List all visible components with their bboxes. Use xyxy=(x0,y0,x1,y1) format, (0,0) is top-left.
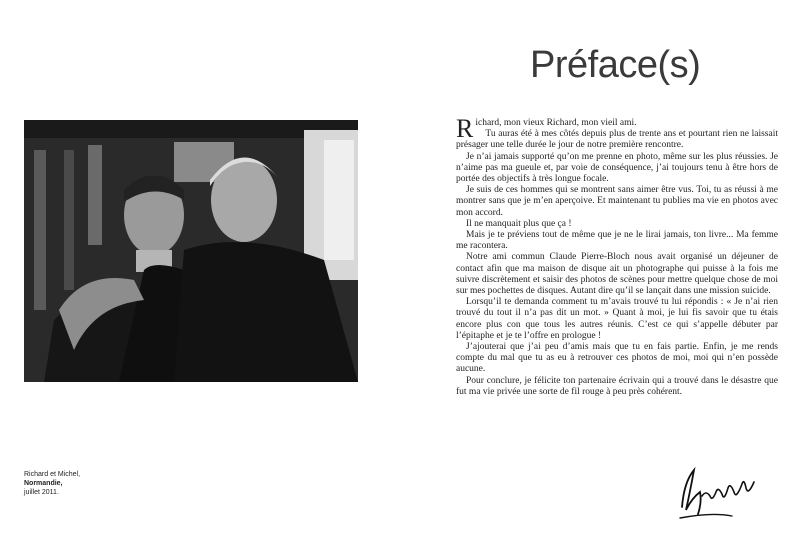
handwritten-signature xyxy=(672,462,762,524)
photo-richard-and-michel xyxy=(24,120,358,382)
photo-caption xyxy=(24,470,144,497)
right-page xyxy=(400,0,800,549)
caption-line-1: Richard et Michel, xyxy=(24,471,81,478)
caption-line-3: juillet 2011. xyxy=(24,489,59,496)
paragraph-6: Mais je te préviens tout de même que je ne le lirai jamais, ton livre... Ma femme me racontera. xyxy=(456,230,778,252)
drop-cap: R xyxy=(456,114,474,143)
paragraph-1-text: ichard, mon vieux Richard, mon vieil ami. xyxy=(475,118,637,128)
paragraph-5: Il ne manquait plus que ça ! xyxy=(466,218,572,229)
page-title: Préface(s) xyxy=(530,44,701,86)
caption-line-2: Normandie, xyxy=(24,480,63,487)
paragraph-10: Pour conclure, je félicite ton partenaire écrivain qui a trouvé dans le désastre que fut ma vie privée une sorte de fil rouge à peu près cohérent. xyxy=(456,375,778,397)
paragraph-3: Je n’ai jamais supporté qu’on me prenne en photo, même sur les plus réussies. Je n’aime pas ma gueule et, par voie de conséquence, j’ai toujours tenu à être hors de portée des objectifs à très longue focale. xyxy=(456,151,778,185)
paragraph-9: J’ajouterai que j’ai peu d’amis mais que tu en fais partie. Enfin, je me rends compte du mal que tu as eu à retrouver ces photos de moi, moi qui n’en possède aucune. xyxy=(456,342,778,375)
preface-text xyxy=(456,114,778,398)
paragraph-7: Notre ami commun Claude Pierre-Bloch nous avait organisé un déjeuner de contact afin que ma maison de disque ait un photographe qui puisse à la fois me suivre discrètement et saisir des photos de scènes pour mettre quelque chose de moi sur mes pochettes de disques. Autant dire qu’il se lançait dans une mission suicide. xyxy=(456,252,778,297)
paragraph-8: Lorsqu’il te demanda comment tu m’avais trouvé tu lui répondis : « Je n’ai rien trouvé du tout il n’a pas dit un mot. » Quant à moi, je lui fis savoir que tu étais encore plus con que tous les autres réunis. C’est ce qui s’appelle débuter par l’épitaphe et je te l’offre en prologue ! xyxy=(456,297,778,341)
paragraph-4: Je suis de ces hommes qui se montrent sans aimer être vus. Toi, tu as réussi à me montrer sans que je m’en aperçoive. Et maintenant tu publies ma vie en photos avec mon accord. xyxy=(456,185,778,218)
paragraph-2: Tu auras été à mes côtés depuis plus de trente ans et pourtant rien ne laissait présager une telle durée le jour de notre première rencontre. xyxy=(456,129,778,151)
